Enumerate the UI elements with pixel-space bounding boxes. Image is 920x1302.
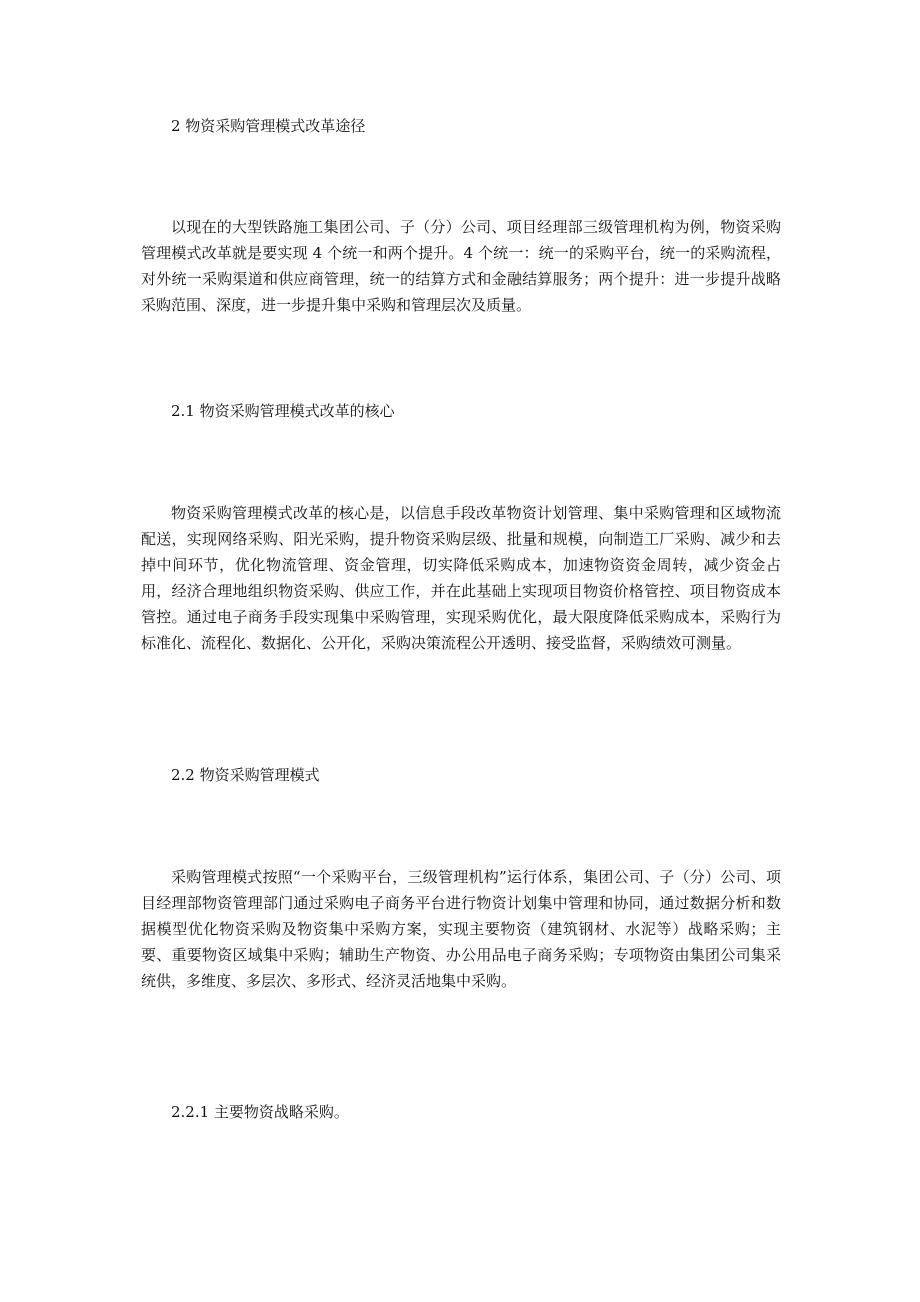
section-heading-2-2: 2.2 物资采购管理模式 bbox=[171, 766, 320, 784]
section-heading-2-2-1: 2.2.1 主要物资战略采购。 bbox=[171, 1103, 349, 1121]
paragraph-reform-approach: 以现在的大型铁路施工集团公司、子（分）公司、项目经理部三级管理机构为例，物资采购管理模式改革就是要实现 4 个统一和两个提升。4 个统一：统一的采购平台，统一的采购流程，对外统一采购渠道和供应商管理，统一的结算方式和金融结算服务；两个提升：进一步提升战略采购范围、深度，进一步提升集中采购和管理层次及质量。 bbox=[141, 218, 781, 314]
section-heading-2: 2 物资采购管理模式改革途径 bbox=[171, 117, 366, 135]
paragraph-reform-core: 物资采购管理模式改革的核心是，以信息手段改革物资计划管理、集中采购管理和区域物流配送，实现网络采购、阳光采购，提升物资采购层级、批量和规模，向制造工厂采购、减少和去掉中间环节，优化物流管理、资金管理，切实降低采购成本，加速物资资金周转，减少资金占用，经济合理地组织物资采购、供应工作，并在此基础上实现项目物资价格管控、项目物资成本管控。通过电子商务手段实现集中采购管理，实现采购优化，最大限度降低采购成本，采购行为标准化、流程化、数据化、公开化，采购决策流程公开透明、接受监督，采购绩效可测量。 bbox=[141, 504, 781, 652]
section-heading-2-1: 2.1 物资采购管理模式改革的核心 bbox=[171, 402, 395, 420]
paragraph-procurement-mode: 采购管理模式按照“一个采购平台，三级管理机构”运行体系，集团公司、子（分）公司、项目经理部物资管理部门通过采购电子商务平台进行物资计划集中管理和协同，通过数据分析和数据模型优化物资采购及物资集中采购方案，实现主要物资（建筑钢材、水泥等）战略采购；主要、重要物资区域集中采购；辅助生产物资、办公用品电子商务采购；专项物资由集团公司集采统供，多维度、多层次、多形式、经济灵活地集中采购。 bbox=[141, 868, 781, 990]
